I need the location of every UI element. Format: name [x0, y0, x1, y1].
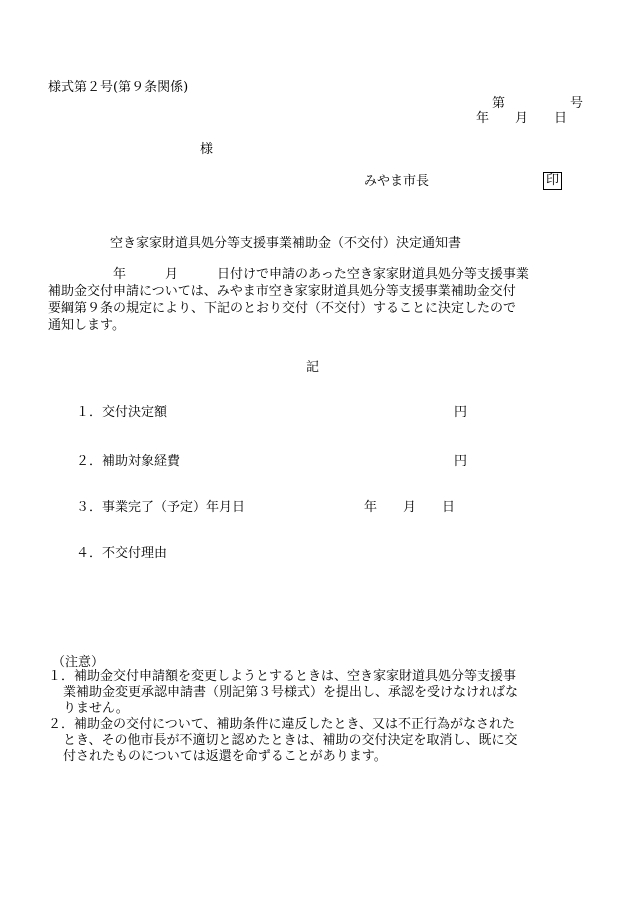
note-item [48, 669, 588, 717]
body-paragraph [48, 266, 583, 334]
item-eligible-cost-unit: 円 [454, 454, 468, 469]
document-title: 空き家家財道具処分等支援事業補助金（不交付）決定通知書 [110, 236, 462, 251]
note-line: りません。 [63, 701, 129, 716]
note-line: 業補助金変更承認申請書（別記第３号様式）を提出し、承認を受けなければな [63, 685, 519, 700]
document-number-line: 第 号 [492, 96, 584, 111]
note-line: 付されたものについては返還を命ずることがあります。 [63, 749, 387, 764]
item-grant-amount-unit: 円 [454, 405, 468, 420]
seal-mark: 印 [543, 172, 562, 190]
addressee-honorific: 様 [200, 142, 214, 157]
item-nongrant-reason-label: ４．不交付理由 [76, 546, 168, 561]
note-line: とき、その他市長が不適切と認めたときは、補助の交付決定を取消し、既に交 [63, 733, 518, 748]
issue-date-line: 年 月 日 [476, 111, 568, 126]
ki-heading: 記 [306, 360, 320, 375]
issuer-name: みやま市長 [364, 174, 430, 189]
item-eligible-cost-label: ２．補助対象経費 [76, 454, 181, 469]
notes-heading: （注意） [52, 655, 105, 670]
body-line: 要綱第９条の規定により、下記のとおり交付（不交付）することに決定したので [48, 301, 517, 316]
note-item [48, 717, 588, 765]
note-line: ２．補助金の交付について、補助条件に違反したとき、又は不正行為がなされた [48, 717, 515, 732]
form-number: 様式第２号(第９条関係) [48, 80, 189, 95]
body-line: 補助金交付申請については、みやま市空き家家財道具処分等支援事業補助金交付 [48, 284, 516, 299]
body-line: 通知します。 [48, 318, 125, 333]
item-completion-date-label: ３．事業完了（予定）年月日 [76, 500, 246, 515]
item-grant-amount-label: １．交付決定額 [76, 405, 168, 420]
body-line: 年 月 日付けで申請のあった空き家家財道具処分等支援事業 [48, 267, 529, 282]
note-line: １．補助金交付申請額を変更しようとするときは、空き家家財道具処分等支援事 [48, 669, 517, 684]
item-completion-date-value: 年 月 日 [364, 500, 456, 515]
